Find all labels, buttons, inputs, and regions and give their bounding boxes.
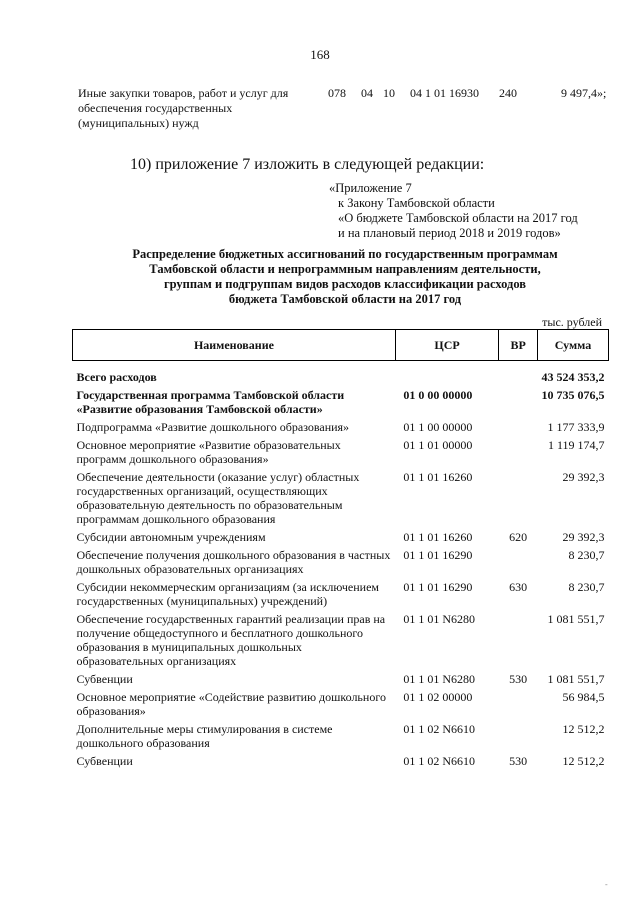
header-sum: Сумма	[538, 330, 609, 361]
prev-row-ministry: 078	[328, 86, 346, 100]
table-row	[73, 718, 609, 750]
row-name: Обеспечение государственных гарантий реализации прав на получение общедоступного и бесплатного дошкольного образования в муниципальных дошкольных образовательных организациях	[76, 612, 386, 668]
row-vr	[499, 361, 538, 385]
table-header-row	[73, 330, 609, 361]
prev-row-vr: 240	[499, 86, 517, 100]
row-sum: 12 512,2	[562, 754, 605, 768]
row-sum: 10 735 076,5	[541, 388, 605, 402]
row-sum: 1 119 174,7	[547, 438, 605, 452]
table-row	[73, 668, 609, 686]
row-csr: 01 1 02 N6610	[403, 722, 476, 736]
row-sum: 1 081 551,7	[547, 672, 605, 686]
prev-row-section: 04	[361, 86, 373, 100]
row-name: Обеспечение получения дошкольного образования в частных дошкольных образовательных организациях	[76, 548, 391, 576]
table-row	[73, 384, 609, 416]
row-name: Основное мероприятие «Развитие образовательных программ дошкольного образования»	[76, 438, 341, 466]
header-vr: ВР	[499, 330, 538, 361]
row-csr: 01 1 02 00000	[403, 690, 473, 704]
table-body	[73, 361, 609, 769]
heading-line: группам и подгруппам видов расходов классификации расходов	[163, 277, 527, 291]
row-vr	[499, 416, 538, 434]
annex-line: к Закону Тамбовской области	[338, 196, 495, 210]
row-vr	[499, 384, 538, 416]
table-row	[73, 750, 609, 768]
row-vr: 530	[509, 754, 528, 768]
table-heading	[80, 247, 610, 307]
row-name: Субвенции	[76, 672, 133, 686]
row-sum: 1 081 551,7	[547, 612, 605, 626]
row-sum: 12 512,2	[562, 722, 605, 736]
row-csr: 01 1 00 00000	[403, 420, 473, 434]
row-name: Основное мероприятие «Содействие развитию дошкольного образования»	[76, 690, 386, 718]
table-row	[73, 576, 609, 608]
prev-row-name: Иные закупки товаров, работ и услуг для обеспечения государственных (муниципальных) нужд	[78, 86, 289, 130]
row-vr	[499, 544, 538, 576]
prev-row-sum: 9 497,4»;	[561, 86, 607, 100]
row-name: Дополнительные меры стимулирования в системе дошкольного образования	[76, 722, 333, 750]
row-vr	[499, 718, 538, 750]
heading-line: бюджета Тамбовской области на 2017 год	[228, 292, 462, 306]
units-label: тыс. рублей	[542, 315, 602, 329]
row-csr	[395, 361, 498, 385]
row-name: Обеспечение деятельности (оказание услуг) областных государственных организаций, осуществляющих образовательную деятельность по образовательным программам дошкольного образования	[76, 470, 360, 526]
row-name: Субсидии автономным учреждениям	[76, 530, 266, 544]
row-csr: 01 1 01 N6280	[403, 672, 476, 686]
row-vr: 530	[509, 672, 528, 686]
annex-line: «Приложение 7	[329, 181, 412, 195]
row-vr	[499, 466, 538, 526]
row-sum: 56 984,5	[562, 690, 605, 704]
annex-line: и на плановый период 2018 и 2019 годов»	[338, 226, 561, 240]
row-vr	[499, 686, 538, 718]
row-name: Всего расходов	[76, 370, 157, 384]
row-csr: 01 1 02 N6610	[403, 754, 476, 768]
row-name: Субсидии некоммерческим организациям (за исключением государственных (муниципальных) учреждений)	[76, 580, 380, 608]
table-row	[73, 686, 609, 718]
corner-mark: -	[605, 880, 608, 889]
prev-row-subsection: 10	[383, 86, 395, 100]
budget-table	[72, 329, 609, 768]
row-sum: 29 392,3	[562, 470, 605, 484]
row-name: Субвенции	[76, 754, 133, 768]
row-sum: 8 230,7	[568, 548, 605, 562]
table-row	[73, 526, 609, 544]
row-vr: 620	[509, 530, 528, 544]
row-csr: 01 1 01 N6280	[403, 612, 476, 626]
table-row	[73, 434, 609, 466]
row-csr: 01 1 01 00000	[403, 438, 473, 452]
row-vr	[499, 434, 538, 466]
row-csr: 01 1 01 16260	[403, 470, 473, 484]
row-csr: 01 0 00 00000	[403, 388, 473, 402]
row-sum: 29 392,3	[562, 530, 605, 544]
annex-line: «О бюджете Тамбовской области на 2017 год	[338, 211, 578, 225]
row-vr: 630	[509, 580, 528, 594]
heading-line: Тамбовской области и непрограммным направлениям деятельности,	[149, 262, 541, 276]
prev-row-csr: 04 1 01 16930	[410, 86, 479, 100]
row-vr	[499, 608, 538, 668]
page-number: 168	[310, 47, 330, 62]
header-name: Наименование	[73, 330, 396, 361]
instruction-text: 10) приложение 7 изложить в следующей редакции:	[130, 156, 485, 173]
table-row	[73, 361, 609, 385]
heading-line: Распределение бюджетных ассигнований по государственным программам	[132, 247, 558, 261]
row-csr: 01 1 01 16260	[403, 530, 473, 544]
row-sum: 43 524 353,2	[541, 370, 605, 384]
annex-reference	[329, 181, 629, 241]
table-row	[73, 608, 609, 668]
table-row	[73, 544, 609, 576]
row-csr: 01 1 01 16290	[403, 580, 473, 594]
row-sum: 1 177 333,9	[547, 420, 605, 434]
table-row	[73, 466, 609, 526]
row-name: Государственная программа Тамбовской области «Развитие образования Тамбовской области»	[76, 388, 345, 416]
table-row	[73, 416, 609, 434]
row-csr: 01 1 01 16290	[403, 548, 473, 562]
header-csr: ЦСР	[395, 330, 498, 361]
row-name: Подпрограмма «Развитие дошкольного образования»	[76, 420, 350, 434]
row-sum: 8 230,7	[568, 580, 605, 594]
